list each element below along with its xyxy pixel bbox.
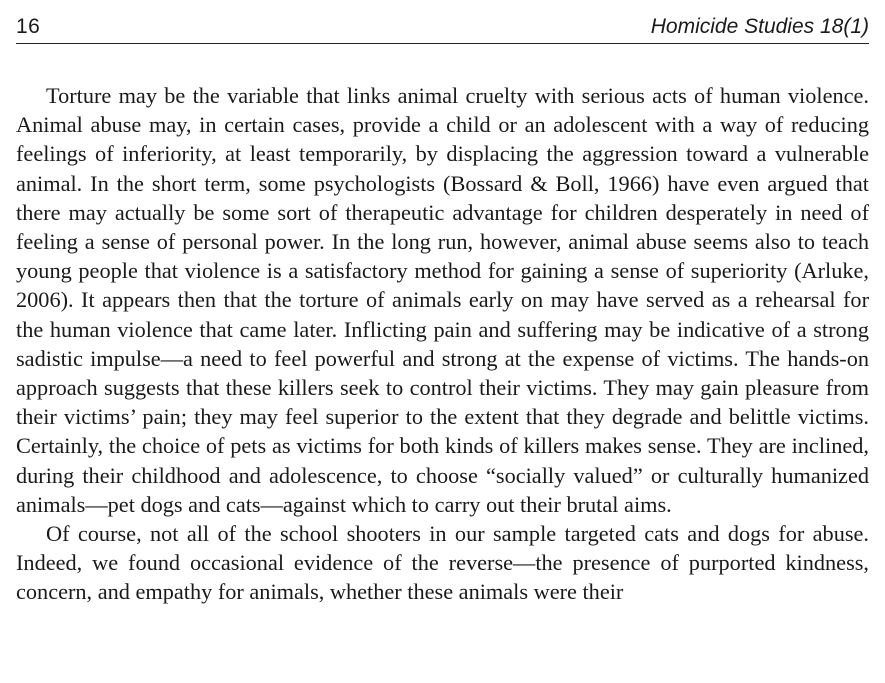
page-number: 16 — [16, 15, 41, 38]
running-head — [16, 12, 869, 42]
header-rule — [16, 43, 869, 44]
paragraph-school-shooters: Of course, not all of the school shooters in our sample targeted cats and dogs for abuse. Indeed, we found occasional evidence of the reverse—the presence of purported kindness, concern, and empathy for animals, whether these animals were their — [16, 521, 869, 605]
paragraph-torture: Torture may be the variable that links animal cruelty with serious acts of human violence. Animal abuse may, in certain cases, provide a child or an adolescent with a way of reducing feelings of inferiority, at least temporarily, by displacing the aggression toward a vulnerable animal. In the short term, some psychologists (Bossard & Boll, 1966) have even argued that there may actually be some sort of therapeutic advantage for children desperately in need of feeling a sense of personal power. In the long run, however, animal abuse seems also to teach young people that violence is a satisfactory method for gaining a sense of superiority (Arluke, 2006). It appears then that the torture of animals early on may have served as a rehearsal for the human violence that came later. Inflicting pain and suffering may be indicative of a strong sadistic impulse—a need to feel powerful and strong at the expense of victims. The hands-on approach suggests that these killers seek to control their victims. They may gain pleasure from their victims’ pain; they may feel superior to the extent that they degrade and belittle victims. Certainly, the choice of pets as victims for both kinds of killers makes sense. They are inclined, during their childhood and adolescence, to choose “socially valued” or culturally humanized animals—pet dogs and cats—against which to carry out their brutal aims. — [16, 83, 869, 517]
body-text — [16, 81, 869, 607]
journal-title: Homicide Studies 18(1) — [650, 15, 869, 38]
